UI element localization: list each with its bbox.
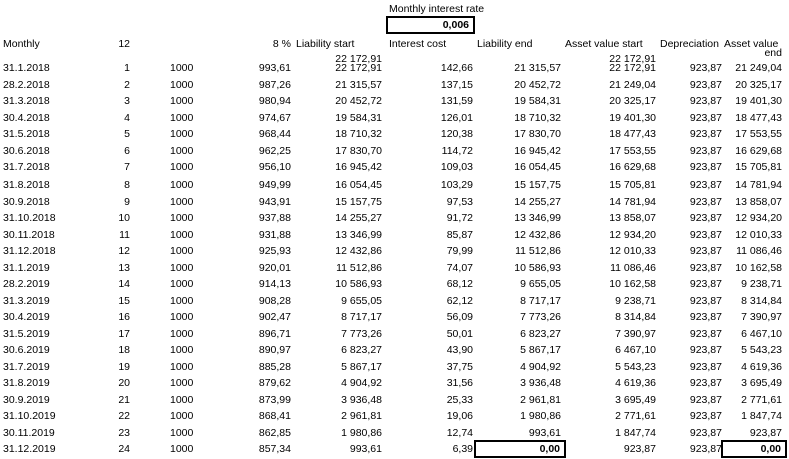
principal-cell[interactable]: 902,47 xyxy=(258,311,291,323)
asset-value-start-cell[interactable]: 12 934,20 xyxy=(609,229,656,241)
depreciation-cell[interactable]: 923,87 xyxy=(689,427,722,439)
asset-value-start-cell[interactable]: 2 771,61 xyxy=(615,410,656,422)
asset-value-start-cell[interactable]: 21 249,04 xyxy=(609,79,656,91)
date-cell[interactable]: 31.5.2018 xyxy=(3,128,50,140)
liability-start-cell[interactable]: 22 172,91 xyxy=(335,62,382,74)
period-cell[interactable]: 12 xyxy=(118,245,130,257)
payment-cell[interactable]: 1000 xyxy=(170,443,194,455)
interest-cost-cell[interactable]: 137,15 xyxy=(440,79,473,91)
date-cell[interactable]: 31.7.2018 xyxy=(3,161,50,173)
payment-cell[interactable]: 1000 xyxy=(170,245,194,257)
date-cell[interactable]: 31.5.2019 xyxy=(3,328,50,340)
rate-value-cell[interactable]: 0,006 xyxy=(386,16,475,34)
liability-start-cell[interactable]: 20 452,72 xyxy=(335,95,382,107)
asset-value-start-cell[interactable]: 14 781,94 xyxy=(609,196,656,208)
period-cell[interactable]: 1 xyxy=(124,62,130,74)
interest-cost-cell[interactable]: 79,99 xyxy=(446,245,473,257)
asset-value-end-cell[interactable]: 21 249,04 xyxy=(735,62,782,74)
date-cell[interactable]: 30.9.2019 xyxy=(3,394,50,406)
period-cell[interactable]: 16 xyxy=(118,311,130,323)
asset-value-start-cell[interactable]: 6 467,10 xyxy=(615,344,656,356)
interest-cost-cell[interactable]: 12,74 xyxy=(446,427,473,439)
principal-cell[interactable]: 974,67 xyxy=(258,112,291,124)
depreciation-cell[interactable]: 923,87 xyxy=(689,295,722,307)
col-header-asset-value-end-2: end xyxy=(764,47,782,59)
interest-cost-cell[interactable]: 19,06 xyxy=(446,410,473,422)
date-cell[interactable]: 30.6.2018 xyxy=(3,145,50,157)
asset-value-start-cell[interactable]: 4 619,36 xyxy=(615,377,656,389)
payment-cell[interactable]: 1000 xyxy=(170,262,194,274)
period-cell[interactable]: 13 xyxy=(118,262,130,274)
date-cell[interactable]: 31.12.2019 xyxy=(3,443,56,455)
depreciation-cell[interactable]: 923,87 xyxy=(689,377,722,389)
col-header-asset-value-end: Asset value xyxy=(724,38,779,50)
principal-cell[interactable]: 956,10 xyxy=(258,161,291,173)
liability-end-cell[interactable]: 7 773,26 xyxy=(520,311,561,323)
period-cell[interactable]: 18 xyxy=(118,344,130,356)
payment-cell[interactable]: 1000 xyxy=(170,212,194,224)
asset-value-end-cell[interactable]: 6 467,10 xyxy=(741,328,782,340)
asset-value-start-cell[interactable]: 1 847,74 xyxy=(615,427,656,439)
interest-cost-cell[interactable]: 91,72 xyxy=(446,212,473,224)
interest-cost-cell[interactable]: 31,56 xyxy=(446,377,473,389)
asset-value-start-cell[interactable]: 10 162,58 xyxy=(609,278,656,290)
date-cell[interactable]: 30.11.2019 xyxy=(3,427,55,439)
principal-cell[interactable]: 987,26 xyxy=(258,79,291,91)
depreciation-cell[interactable]: 923,87 xyxy=(689,394,722,406)
payment-cell[interactable]: 1000 xyxy=(170,311,194,323)
liability-end-cell[interactable]: 10 586,93 xyxy=(514,262,561,274)
asset-value-end-cell[interactable]: 15 705,81 xyxy=(735,161,782,173)
interest-cost-cell[interactable]: 97,53 xyxy=(446,196,473,208)
liability-end-cell[interactable]: 18 710,32 xyxy=(514,112,561,124)
period-cell[interactable]: 24 xyxy=(118,443,130,455)
asset-value-start-cell[interactable]: 19 401,30 xyxy=(609,112,656,124)
payment-cell[interactable]: 1000 xyxy=(170,145,194,157)
asset-value-end-cell[interactable]: 11 086,46 xyxy=(736,245,782,257)
depreciation-cell[interactable]: 923,87 xyxy=(689,262,722,274)
asset-value-start-cell[interactable]: 13 858,07 xyxy=(609,212,656,224)
principal-cell[interactable]: 943,91 xyxy=(258,196,291,208)
date-cell[interactable]: 28.2.2018 xyxy=(3,79,50,91)
principal-cell[interactable]: 968,44 xyxy=(258,128,291,140)
interest-cost-cell[interactable]: 25,33 xyxy=(446,394,473,406)
liability-start-cell[interactable]: 17 830,70 xyxy=(335,145,382,157)
asset-value-start-cell[interactable]: 7 390,97 xyxy=(615,328,656,340)
liability-end-cell[interactable]: 13 346,99 xyxy=(514,212,561,224)
liability-start-cell[interactable]: 7 773,26 xyxy=(341,328,382,340)
depreciation-cell[interactable]: 923,87 xyxy=(689,128,722,140)
payment-cell[interactable]: 1000 xyxy=(170,427,194,439)
liability-end-cell[interactable]: 15 157,75 xyxy=(514,179,561,191)
depreciation-cell[interactable]: 923,87 xyxy=(689,311,722,323)
payment-cell[interactable]: 1000 xyxy=(170,79,194,91)
asset-value-start-cell[interactable]: 5 543,23 xyxy=(615,361,656,373)
asset-value-end-cell[interactable]: 17 553,55 xyxy=(735,128,782,140)
period-cell[interactable]: 7 xyxy=(124,161,130,173)
asset-value-end-cell[interactable]: 0,00 xyxy=(721,440,787,458)
depreciation-cell[interactable]: 923,87 xyxy=(689,229,722,241)
asset-value-end-cell[interactable]: 16 629,68 xyxy=(735,145,782,157)
liability-end-cell[interactable]: 16 945,42 xyxy=(514,145,561,157)
liability-end-cell[interactable]: 11 512,86 xyxy=(515,245,561,257)
date-cell[interactable]: 28.2.2019 xyxy=(3,278,50,290)
principal-cell[interactable]: 980,94 xyxy=(258,95,291,107)
date-cell[interactable]: 31.12.2018 xyxy=(3,245,56,257)
principal-cell[interactable]: 925,93 xyxy=(258,245,291,257)
liability-end-cell[interactable]: 12 432,86 xyxy=(514,229,561,241)
liability-end-cell[interactable]: 17 830,70 xyxy=(514,128,561,140)
liability-start-cell[interactable]: 15 157,75 xyxy=(335,196,382,208)
asset-value-start-cell[interactable]: 11 086,46 xyxy=(610,262,656,274)
period-cell[interactable]: 8 xyxy=(124,179,130,191)
period-cell[interactable]: 23 xyxy=(118,427,130,439)
rate-label: Monthly interest rate xyxy=(389,3,485,15)
payment-cell[interactable]: 1000 xyxy=(170,410,194,422)
liability-end-cell[interactable]: 993,61 xyxy=(528,427,561,439)
depreciation-cell[interactable]: 923,87 xyxy=(689,443,722,455)
liability-end-cell[interactable]: 5 867,17 xyxy=(520,344,561,356)
liability-end-cell[interactable]: 1 980,86 xyxy=(520,410,561,422)
col-header-liability-start: Liability start xyxy=(296,38,355,50)
liability-end-cell[interactable]: 14 255,27 xyxy=(514,196,561,208)
period-cell[interactable]: 17 xyxy=(118,328,130,340)
initial-asset-value: 22 172,91 xyxy=(609,53,656,65)
interest-cost-cell[interactable]: 120,38 xyxy=(440,128,473,140)
payment-cell[interactable]: 1000 xyxy=(170,95,194,107)
liability-start-cell[interactable]: 6 823,27 xyxy=(341,344,382,356)
liability-end-cell[interactable]: 21 315,57 xyxy=(514,62,561,74)
liability-end-cell[interactable]: 20 452,72 xyxy=(514,79,561,91)
date-cell[interactable]: 31.1.2018 xyxy=(3,62,50,74)
period-cell[interactable]: 6 xyxy=(124,145,130,157)
interest-cost-cell[interactable]: 131,59 xyxy=(440,95,473,107)
initial-liability: 22 172,91 xyxy=(335,53,382,65)
principal-cell[interactable]: 890,97 xyxy=(258,344,291,356)
liability-start-cell[interactable]: 4 904,92 xyxy=(341,377,382,389)
depreciation-cell[interactable]: 923,87 xyxy=(689,245,722,257)
payment-cell[interactable]: 1000 xyxy=(170,229,194,241)
date-cell[interactable]: 31.3.2019 xyxy=(3,295,50,307)
col-header-liability-end: Liability end xyxy=(477,38,533,50)
principal-cell[interactable]: 937,88 xyxy=(258,212,291,224)
period-cell[interactable]: 20 xyxy=(118,377,130,389)
liability-end-cell[interactable]: 0,00 xyxy=(474,440,566,458)
depreciation-cell[interactable]: 923,87 xyxy=(689,112,722,124)
date-cell[interactable]: 31.1.2019 xyxy=(3,262,50,274)
period-cell[interactable]: 2 xyxy=(124,79,130,91)
asset-value-end-cell[interactable]: 14 781,94 xyxy=(735,179,782,191)
asset-value-start-cell[interactable]: 8 314,84 xyxy=(615,311,656,323)
principal-cell[interactable]: 868,41 xyxy=(258,410,291,422)
liability-start-cell[interactable]: 12 432,86 xyxy=(335,245,382,257)
interest-cost-cell[interactable]: 85,87 xyxy=(446,229,473,241)
payment-cell[interactable]: 1000 xyxy=(170,295,194,307)
liability-end-cell[interactable]: 3 936,48 xyxy=(520,377,561,389)
depreciation-cell[interactable]: 923,87 xyxy=(689,344,722,356)
interest-cost-cell[interactable]: 50,01 xyxy=(446,328,473,340)
principal-cell[interactable]: 920,01 xyxy=(258,262,291,274)
asset-value-end-cell[interactable]: 18 477,43 xyxy=(735,112,782,124)
period-cell[interactable]: 3 xyxy=(124,95,130,107)
date-cell[interactable]: 31.10.2019 xyxy=(3,410,56,422)
liability-start-cell[interactable]: 8 717,17 xyxy=(341,311,382,323)
period-cell[interactable]: 9 xyxy=(124,196,130,208)
date-cell[interactable]: 31.8.2018 xyxy=(3,179,50,191)
liability-start-cell[interactable]: 10 586,93 xyxy=(335,278,382,290)
principal-cell[interactable]: 857,34 xyxy=(258,443,291,455)
payment-cell[interactable]: 1000 xyxy=(170,361,194,373)
interest-cost-cell[interactable]: 109,03 xyxy=(440,161,473,173)
date-cell[interactable]: 31.3.2018 xyxy=(3,95,50,107)
asset-value-end-cell[interactable]: 20 325,17 xyxy=(735,79,782,91)
payment-cell[interactable]: 1000 xyxy=(170,328,194,340)
interest-cost-cell[interactable]: 114,72 xyxy=(441,145,473,157)
principal-cell[interactable]: 885,28 xyxy=(258,361,291,373)
interest-cost-cell[interactable]: 68,12 xyxy=(446,278,473,290)
asset-value-end-cell[interactable]: 10 162,58 xyxy=(735,262,782,274)
liability-start-cell[interactable]: 14 255,27 xyxy=(335,212,382,224)
liability-start-cell[interactable]: 9 655,05 xyxy=(341,295,382,307)
liability-start-cell[interactable]: 16 054,45 xyxy=(335,179,382,191)
liability-start-cell[interactable]: 13 346,99 xyxy=(335,229,382,241)
date-cell[interactable]: 30.4.2019 xyxy=(3,311,50,323)
date-cell[interactable]: 30.6.2019 xyxy=(3,344,50,356)
principal-cell[interactable]: 914,13 xyxy=(258,278,291,290)
period-cell[interactable]: 19 xyxy=(118,361,130,373)
principal-cell[interactable]: 949,99 xyxy=(258,179,291,191)
date-cell[interactable]: 31.8.2019 xyxy=(3,377,50,389)
asset-value-end-cell[interactable]: 923,87 xyxy=(749,427,782,439)
liability-end-cell[interactable]: 16 054,45 xyxy=(514,161,561,173)
annual-rate: 8 % xyxy=(272,38,291,50)
date-cell[interactable]: 30.4.2018 xyxy=(3,112,50,124)
period-cell[interactable]: 15 xyxy=(118,295,130,307)
asset-value-end-cell[interactable]: 7 390,97 xyxy=(741,311,782,323)
interest-cost-cell[interactable]: 74,07 xyxy=(446,262,473,274)
depreciation-cell[interactable]: 923,87 xyxy=(689,62,722,74)
payment-cell[interactable]: 1000 xyxy=(170,128,194,140)
principal-cell[interactable]: 896,71 xyxy=(258,328,291,340)
principal-cell[interactable]: 862,85 xyxy=(258,427,291,439)
asset-value-start-cell[interactable]: 923,87 xyxy=(623,443,656,455)
liability-end-cell[interactable]: 6 823,27 xyxy=(520,328,561,340)
interest-cost-cell[interactable]: 43,90 xyxy=(446,344,473,356)
interest-cost-cell[interactable]: 37,75 xyxy=(446,361,473,373)
periods-per-year: 12 xyxy=(118,38,130,50)
col-header-interest-cost: Interest cost xyxy=(389,38,447,50)
asset-value-end-cell[interactable]: 13 858,07 xyxy=(735,196,782,208)
asset-value-end-cell[interactable]: 8 314,84 xyxy=(741,295,782,307)
col-header-asset-value-start: Asset value start xyxy=(565,38,643,50)
depreciation-cell[interactable]: 923,87 xyxy=(689,410,722,422)
period-cell[interactable]: 4 xyxy=(124,112,130,124)
asset-value-end-cell[interactable]: 12 934,20 xyxy=(735,212,782,224)
depreciation-cell[interactable]: 923,87 xyxy=(689,328,722,340)
liability-start-cell[interactable]: 1 980,86 xyxy=(341,427,382,439)
date-cell[interactable]: 30.11.2018 xyxy=(3,229,55,241)
period-cell[interactable]: 22 xyxy=(118,410,130,422)
depreciation-cell[interactable]: 923,87 xyxy=(689,179,722,191)
depreciation-cell[interactable]: 923,87 xyxy=(689,95,722,107)
asset-value-end-cell[interactable]: 3 695,49 xyxy=(741,377,782,389)
payment-cell[interactable]: 1000 xyxy=(170,179,194,191)
liability-start-cell[interactable]: 993,61 xyxy=(349,443,382,455)
principal-cell[interactable]: 879,62 xyxy=(258,377,291,389)
asset-value-start-cell[interactable]: 18 477,43 xyxy=(609,128,656,140)
period-cell[interactable]: 5 xyxy=(124,128,130,140)
asset-value-end-cell[interactable]: 5 543,23 xyxy=(741,344,782,356)
asset-value-start-cell[interactable]: 12 010,33 xyxy=(609,245,656,257)
depreciation-cell[interactable]: 923,87 xyxy=(689,361,722,373)
asset-value-end-cell[interactable]: 19 401,30 xyxy=(735,95,782,107)
liability-end-cell[interactable]: 19 584,31 xyxy=(514,95,561,107)
asset-value-start-cell[interactable]: 17 553,55 xyxy=(609,145,656,157)
principal-cell[interactable]: 993,61 xyxy=(258,62,291,74)
date-cell[interactable]: 30.9.2018 xyxy=(3,196,50,208)
asset-value-end-cell[interactable]: 9 238,71 xyxy=(741,278,782,290)
asset-value-start-cell[interactable]: 16 629,68 xyxy=(609,161,656,173)
asset-value-start-cell[interactable]: 3 695,49 xyxy=(615,394,656,406)
principal-cell[interactable]: 962,25 xyxy=(258,145,291,157)
liability-start-cell[interactable]: 18 710,32 xyxy=(335,128,382,140)
liability-start-cell[interactable]: 2 961,81 xyxy=(341,410,382,422)
payment-cell[interactable]: 1000 xyxy=(170,161,194,173)
period-cell[interactable]: 11 xyxy=(119,229,130,241)
liability-start-cell[interactable]: 11 512,86 xyxy=(336,262,382,274)
liability-start-cell[interactable]: 21 315,57 xyxy=(335,79,382,91)
depreciation-cell[interactable]: 923,87 xyxy=(689,212,722,224)
liability-start-cell[interactable]: 19 584,31 xyxy=(335,112,382,124)
liability-end-cell[interactable]: 4 904,92 xyxy=(520,361,561,373)
liability-end-cell[interactable]: 8 717,17 xyxy=(520,295,561,307)
date-cell[interactable]: 31.7.2019 xyxy=(3,361,50,373)
asset-value-start-cell[interactable]: 9 238,71 xyxy=(615,295,656,307)
depreciation-cell[interactable]: 923,87 xyxy=(689,161,722,173)
period-cell[interactable]: 14 xyxy=(118,278,130,290)
col-header-depreciation: Depreciation xyxy=(660,38,719,50)
principal-cell[interactable]: 908,28 xyxy=(258,295,291,307)
interest-cost-cell[interactable]: 142,66 xyxy=(440,62,473,74)
payment-cell[interactable]: 1000 xyxy=(170,377,194,389)
period-cell[interactable]: 21 xyxy=(118,394,130,406)
asset-value-end-cell[interactable]: 4 619,36 xyxy=(741,361,782,373)
interest-cost-cell[interactable]: 56,09 xyxy=(446,311,473,323)
interest-cost-cell[interactable]: 126,01 xyxy=(440,112,473,124)
depreciation-cell[interactable]: 923,87 xyxy=(689,196,722,208)
payment-cell[interactable]: 1000 xyxy=(170,344,194,356)
liability-start-cell[interactable]: 16 945,42 xyxy=(335,161,382,173)
interest-cost-cell[interactable]: 62,12 xyxy=(446,295,473,307)
date-cell[interactable]: 31.10.2018 xyxy=(3,212,56,224)
asset-value-start-cell[interactable]: 20 325,17 xyxy=(609,95,656,107)
asset-value-end-cell[interactable]: 2 771,61 xyxy=(741,394,782,406)
payment-cell[interactable]: 1000 xyxy=(170,196,194,208)
depreciation-cell[interactable]: 923,87 xyxy=(689,145,722,157)
depreciation-cell[interactable]: 923,87 xyxy=(689,79,722,91)
interest-cost-cell[interactable]: 6,39 xyxy=(452,443,473,455)
liability-start-cell[interactable]: 5 867,17 xyxy=(341,361,382,373)
payment-cell[interactable]: 1000 xyxy=(170,394,194,406)
period-cell[interactable]: 10 xyxy=(118,212,130,224)
monthly-label: Monthly xyxy=(3,38,40,50)
principal-cell[interactable]: 931,88 xyxy=(258,229,291,241)
payment-cell[interactable]: 1000 xyxy=(170,62,194,74)
interest-cost-cell[interactable]: 103,29 xyxy=(440,179,473,191)
liability-start-cell[interactable]: 3 936,48 xyxy=(341,394,382,406)
liability-end-cell[interactable]: 9 655,05 xyxy=(520,278,561,290)
asset-value-start-cell[interactable]: 22 172,91 xyxy=(609,62,656,74)
payment-cell[interactable]: 1000 xyxy=(170,278,194,290)
asset-value-end-cell[interactable]: 1 847,74 xyxy=(741,410,782,422)
liability-end-cell[interactable]: 2 961,81 xyxy=(520,394,561,406)
asset-value-end-cell[interactable]: 12 010,33 xyxy=(735,229,782,241)
depreciation-cell[interactable]: 923,87 xyxy=(689,278,722,290)
payment-cell[interactable]: 1000 xyxy=(170,112,194,124)
principal-cell[interactable]: 873,99 xyxy=(258,394,291,406)
asset-value-start-cell[interactable]: 15 705,81 xyxy=(609,179,656,191)
